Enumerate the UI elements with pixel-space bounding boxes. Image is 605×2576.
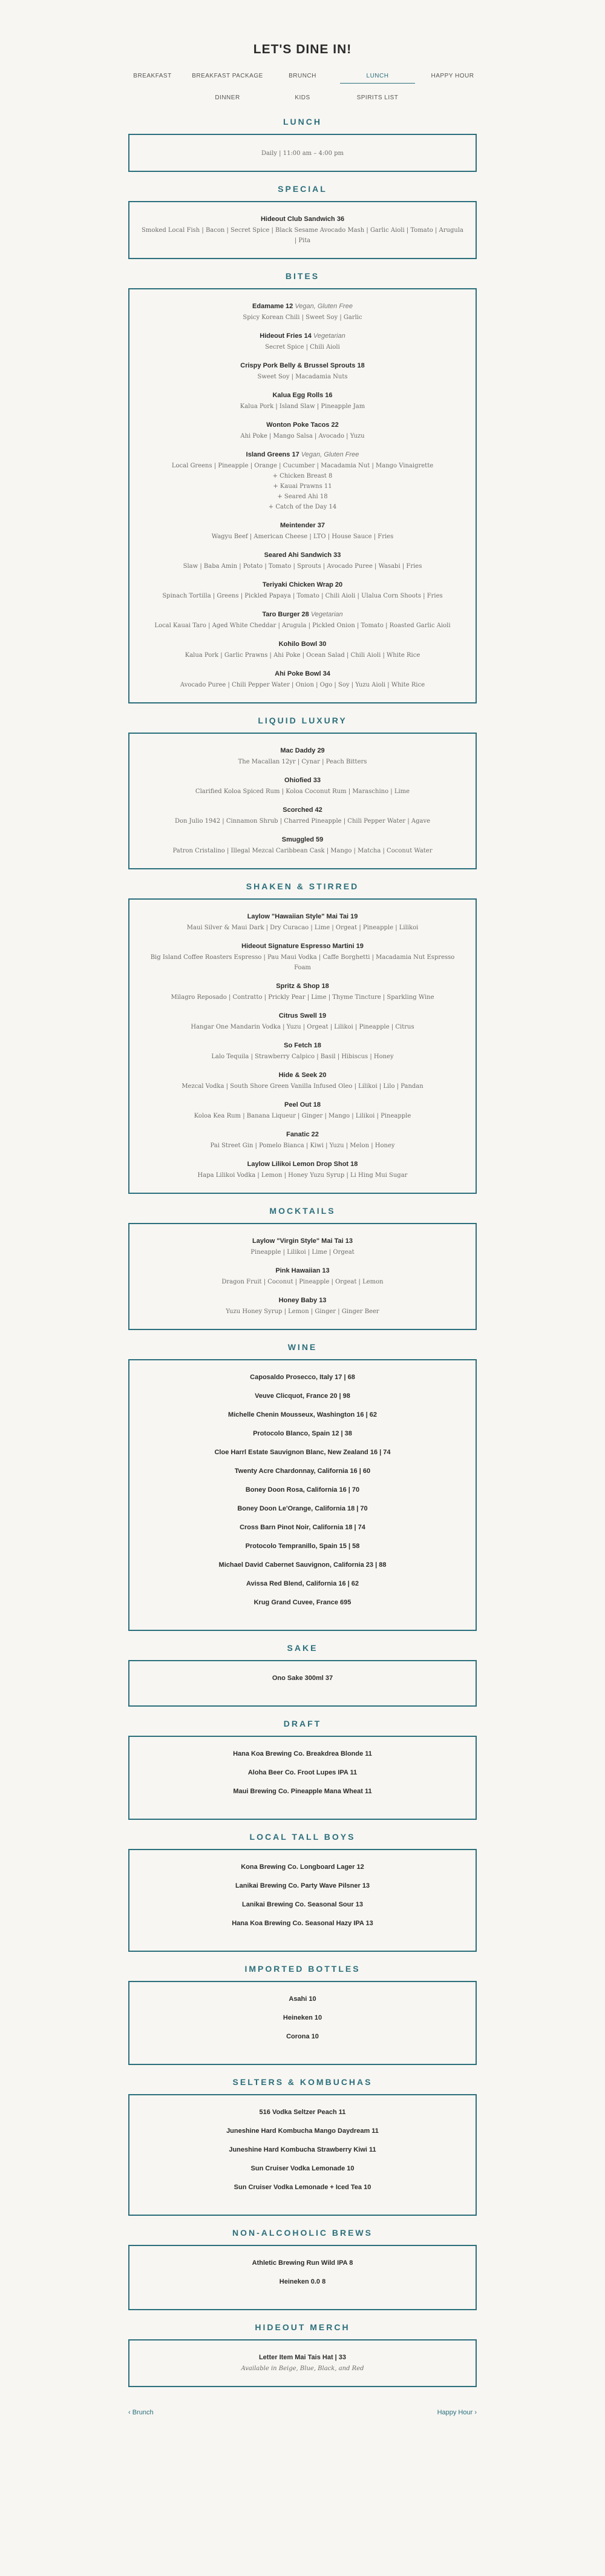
item-title: Island Greens 17	[246, 451, 299, 458]
tall-boy-item: Lanikai Brewing Co. Party Wave Pilsner 13	[235, 1882, 370, 1889]
item-desc: Kalua Pork | Island Slaw | Pineapple Jam	[240, 403, 365, 410]
item-name	[142, 303, 463, 310]
menu-item	[142, 392, 463, 412]
menu-item	[142, 581, 463, 601]
item-name: Laylow "Virgin Style" Mai Tai 13	[252, 1237, 353, 1245]
item-desc: Spicy Korean Chili | Sweet Soy | Garlic	[243, 314, 362, 321]
item-note: Vegetarian	[313, 332, 345, 340]
item-addon: + Catch of the Day 14	[268, 504, 337, 510]
wine-item: Protocolo Tempranillo, Spain 15 | 58	[245, 1543, 360, 1550]
item-desc: Sweet Soy | Macadamia Nuts	[257, 374, 348, 380]
bottle-item: Asahi 10	[289, 1995, 316, 2003]
shaken-stirred-section	[0, 881, 605, 1194]
menu-item	[142, 1012, 463, 1032]
item-desc: Hapa Lilikoi Vodka | Lemon | Honey Yuzu Syrup | Li Hing Mui Sugar	[197, 1172, 408, 1179]
tall-boy-item: Hana Koa Brewing Co. Seasonal Hazy IPA 13	[232, 1920, 373, 1927]
item-desc: Secret Spice | Chili Aioli	[265, 344, 340, 351]
item-name: Peel Out 18	[284, 1101, 321, 1108]
item-name: Hideout Signature Espresso Martini 19	[241, 943, 364, 950]
item-name: Smuggled 59	[281, 836, 324, 843]
item-desc: Lalo Tequila | Strawberry Calpico | Basil | Hibiscus | Honey	[211, 1053, 394, 1060]
wine-item: Avissa Red Blend, California 16 | 62	[246, 1580, 359, 1587]
bottle-item: Corona 10	[286, 2033, 319, 2040]
wine-item: Cross Barn Pinot Noir, California 18 | 74	[240, 1524, 365, 1531]
item-desc: Dragon Fruit | Coconut | Pineapple | Orgeat | Lemon	[221, 1279, 384, 1285]
item-title: Taro Burger 28	[262, 611, 309, 618]
na-brew-item: Athletic Brewing Run Wild IPA 8	[252, 2259, 353, 2267]
menu-item	[142, 1237, 463, 1257]
section-title: LIQUID LUXURY	[258, 716, 347, 725]
draft-item: Maui Brewing Co. Pineapple Mana Wheat 11	[233, 1788, 372, 1795]
item-name: Wonton Poke Tacos 22	[266, 421, 339, 429]
na-brews-section	[0, 2228, 605, 2310]
item-desc: Koloa Kea Rum | Banana Liqueur | Ginger | Mango | Lilikoi | Pineapple	[194, 1113, 411, 1119]
menu-item	[142, 641, 463, 660]
item-desc: Yuzu Honey Syrup | Lemon | Ginger | Ginger Beer	[226, 1308, 379, 1315]
mocktails-box	[128, 1223, 477, 1330]
nav-brunch[interactable]: BRUNCH	[289, 73, 316, 79]
menu-item	[142, 1267, 463, 1287]
wine-item: Boney Doon Le'Orange, California 18 | 70	[237, 1505, 368, 1512]
wine-section	[0, 1342, 605, 1631]
shaken-stirred-box	[128, 898, 477, 1194]
item-desc: Kalua Pork | Garlic Prawns | Ahi Poke | Ocean Salad | Chili Aioli | White Rice	[185, 652, 420, 659]
nav-spirits-list[interactable]: SPIRITS LIST	[356, 94, 399, 101]
item-desc: Local Kauai Taro | Aged White Cheddar | Arugula | Pickled Onion | Tomato | Roasted Garlic Aioli	[154, 622, 451, 629]
section-title: NON-ALCOHOLIC BREWS	[232, 2228, 373, 2238]
item-desc: Don Julio 1942 | Cinnamon Shrub | Charred Pineapple | Chili Pepper Water | Agave	[174, 818, 431, 825]
liquid-luxury-section	[0, 716, 605, 869]
sake-box	[128, 1660, 477, 1707]
tall-boys-box	[128, 1849, 477, 1952]
special-section	[0, 184, 605, 259]
item-name: Citrus Swell 19	[278, 1012, 327, 1020]
nav-dinner[interactable]: DINNER	[215, 94, 240, 101]
next-menu-link[interactable]: Happy Hour ›	[437, 2409, 477, 2416]
seltzers-box	[128, 2094, 477, 2216]
item-name: Scorched 42	[283, 806, 322, 814]
tall-boy-item: Kona Brewing Co. Longboard Lager 12	[241, 1863, 364, 1871]
prev-menu-link[interactable]: ‹ Brunch	[128, 2409, 154, 2416]
item-name: Seared Ahi Sandwich 33	[264, 552, 341, 559]
draft-box	[128, 1736, 477, 1820]
item-name: Hide & Seek 20	[278, 1072, 327, 1079]
item-name: Mac Daddy 29	[280, 747, 325, 754]
menu-item	[142, 303, 463, 323]
item-name	[142, 332, 463, 340]
seltzer-item: 516 Vodka Seltzer Peach 11	[259, 2109, 346, 2116]
item-name: Laylow Lilikoi Lemon Drop Shot 18	[247, 1161, 358, 1168]
item-name: Letter Item Mai Tais Hat | 33	[258, 2354, 347, 2361]
seltzer-item: Sun Cruiser Vodka Lemonade 10	[250, 2165, 355, 2172]
item-name: Spritz & Shop 18	[276, 983, 329, 990]
menu-item	[142, 836, 463, 856]
item-addon: + Kauai Prawns 11	[273, 483, 332, 490]
menu-item	[142, 1072, 463, 1092]
menu-item	[142, 1131, 463, 1151]
item-name: Crispy Pork Belly & Brussel Sprouts 18	[240, 362, 365, 369]
section-title: MOCKTAILS	[269, 1206, 336, 1216]
item-name: Teriyaki Chicken Wrap 20	[262, 581, 343, 588]
item-desc: Milagro Reposado | Contratto | Prickly Pear | Lime | Thyme Tincture | Sparkling Wine	[171, 994, 434, 1001]
item-desc: Clarified Koloa Spiced Rum | Koloa Coconut Rum | Maraschino | Lime	[195, 788, 410, 795]
section-title: WINE	[287, 1342, 318, 1352]
draft-section	[0, 1719, 605, 1820]
wine-item: Boney Doon Rosa, California 16 | 70	[245, 1486, 360, 1494]
menu-item	[142, 1101, 463, 1121]
wine-item: Cloe Harrl Estate Sauvignon Blanc, New Zealand 16 | 74	[214, 1449, 391, 1456]
menu-item	[142, 522, 463, 542]
wine-item: Caposaldo Prosecco, Italy 17 | 68	[250, 1374, 355, 1381]
wine-item: Krug Grand Cuvee, France 695	[253, 1599, 352, 1606]
merch-section	[0, 2322, 605, 2387]
item-name: Ahi Poke Bowl 34	[275, 670, 330, 677]
draft-item: Hana Koa Brewing Co. Breakdrea Blonde 11	[233, 1750, 372, 1757]
item-name: Meintender 37	[280, 522, 325, 529]
wine-item: Twenty Acre Chardonnay, California 16 | 60	[234, 1468, 371, 1475]
sake-section	[0, 1643, 605, 1707]
item-desc: Hangar One Mandarin Vodka | Yuzu | Orgeat | Lilikoi | Pineapple | Citrus	[191, 1024, 414, 1030]
menu-item	[142, 2354, 463, 2374]
wine-box	[128, 1359, 477, 1631]
item-name: So Fetch 18	[284, 1042, 321, 1049]
item-name: Pink Hawaiian 13	[275, 1267, 330, 1274]
sake-item: Ono Sake 300ml 37	[272, 1675, 333, 1682]
section-title: BITES	[285, 271, 320, 281]
item-desc: Maui Silver & Maui Dark | Dry Curacao | Lime | Orgeat | Pineapple | Lilikoi	[186, 924, 419, 931]
item-desc: The Macallan 12yr | Cynar | Peach Bitters	[238, 759, 367, 765]
menu-item	[142, 1297, 463, 1317]
item-name: Laylow "Hawaiian Style" Mai Tai 19	[247, 913, 358, 920]
nav-breakfast[interactable]: BREAKFAST	[133, 73, 172, 79]
item-desc: Ahi Poke | Mango Salsa | Avocado | Yuzu	[240, 433, 365, 440]
item-name	[142, 451, 463, 458]
section-title: LUNCH	[283, 117, 322, 127]
section-title: IMPORTED BOTTLES	[244, 1964, 361, 1974]
seltzer-item: Juneshine Hard Kombucha Mango Daydream 11	[226, 2127, 379, 2135]
menu-item	[142, 216, 463, 246]
na-brews-box	[128, 2245, 477, 2310]
lunch-section	[0, 117, 605, 172]
item-desc: Patron Cristalino | Illegal Mezcal Caribbean Cask | Mango | Matcha | Coconut Water	[172, 848, 433, 854]
bites-section	[0, 271, 605, 703]
item-title: Hideout Fries 14	[260, 332, 312, 340]
nav-breakfast-package[interactable]: BREAKFAST PACKAGE	[192, 73, 263, 79]
item-desc: Local Greens | Pineapple | Orange | Cucumber | Macadamia Nut | Mango Vinaigrette	[171, 463, 434, 469]
item-addon: + Chicken Breast 8	[272, 473, 333, 479]
item-name: Kalua Egg Rolls 16	[272, 392, 333, 399]
item-desc: Pineapple | Lilikoi | Lime | Orgeat	[250, 1249, 355, 1256]
item-title: Edamame 12	[252, 303, 293, 310]
section-title: LOCAL TALL BOYS	[249, 1832, 356, 1842]
menu-item	[142, 983, 463, 1003]
menu-item	[142, 362, 463, 382]
menu-item	[142, 1042, 463, 1062]
mocktails-section	[0, 1206, 605, 1330]
menu-item	[142, 806, 463, 826]
menu-nav	[115, 73, 490, 105]
item-name: Ohiofied 33	[284, 777, 321, 784]
item-desc: Wagyu Beef | American Cheese | LTO | House Sauce | Fries	[211, 533, 394, 540]
nav-kids[interactable]: KIDS	[295, 94, 310, 101]
seltzer-item: Sun Cruiser Vodka Lemonade + Iced Tea 10	[234, 2184, 371, 2191]
na-brew-item: Heineken 0.0 8	[279, 2278, 326, 2285]
item-desc: Available in Beige, Blue, Black, and Red	[241, 2365, 364, 2372]
bottle-item: Heineken 10	[283, 2014, 322, 2021]
section-title: SPECIAL	[278, 184, 327, 194]
item-note: Vegan, Gluten Free	[295, 303, 353, 310]
bottles-section	[0, 1964, 605, 2065]
section-title: SHAKEN & STIRRED	[246, 881, 359, 891]
item-note: Vegan, Gluten Free	[301, 451, 359, 458]
merch-box	[128, 2339, 477, 2387]
menu-item	[142, 611, 463, 631]
bites-box	[128, 288, 477, 703]
item-name: Hideout Club Sandwich 36	[260, 216, 345, 223]
item-desc: Big Island Coffee Roasters Espresso | Pau Maui Vodka | Caffe Borghetti | Macadamia Nut Espresso Foam	[150, 954, 455, 971]
section-title: HIDEOUT MERCH	[255, 2322, 350, 2332]
item-addon: + Seared Ahi 18	[277, 493, 328, 500]
bottles-box	[128, 1981, 477, 2065]
tall-boy-item: Lanikai Brewing Co. Seasonal Sour 13	[242, 1901, 363, 1908]
item-desc: Smoked Local Fish | Bacon | Secret Spice | Black Sesame Avocado Mash | Garlic Aioli | Tomato | Arugula | Pita	[142, 227, 463, 244]
wine-item: Veuve Clicquot, France 20 | 98	[255, 1392, 350, 1400]
menu-item	[142, 1161, 463, 1181]
menu-item	[142, 670, 463, 690]
item-desc: Slaw | Baba Amin | Potato | Tomato | Sprouts | Avocado Puree | Wasabi | Fries	[183, 563, 422, 570]
wine-item: Michelle Chenin Mousseux, Washington 16 | 62	[228, 1411, 377, 1418]
wine-item: Michael David Cabernet Sauvignon, California 23 | 88	[218, 1561, 387, 1569]
item-desc: Pai Street Gin | Pomelo Bianca | Kiwi | Yuzu | Melon | Honey	[210, 1142, 395, 1149]
item-name: Fanatic 22	[286, 1131, 319, 1138]
special-box	[128, 201, 477, 259]
item-name	[142, 611, 463, 618]
item-note: Vegetarian	[310, 611, 343, 618]
menu-item	[142, 552, 463, 572]
liquid-luxury-box	[128, 733, 477, 869]
item-name: Honey Baby 13	[278, 1297, 327, 1304]
wine-item: Protocolo Blanco, Spain 12 | 38	[253, 1430, 352, 1437]
menu-item	[142, 421, 463, 441]
seltzers-section	[0, 2077, 605, 2216]
section-title: SELTERS & KOMBUCHAS	[232, 2077, 373, 2087]
draft-item: Aloha Beer Co. Froot Lupes IPA 11	[247, 1769, 358, 1776]
section-title: SAKE	[287, 1643, 318, 1653]
menu-item	[142, 913, 463, 933]
menu-item	[142, 777, 463, 797]
tall-boys-section	[0, 1832, 605, 1952]
menu-item	[142, 747, 463, 767]
nav-happy-hour[interactable]: HAPPY HOUR	[431, 73, 474, 79]
seltzer-item: Juneshine Hard Kombucha Strawberry Kiwi 11	[229, 2146, 376, 2153]
section-title: DRAFT	[283, 1719, 322, 1728]
item-desc: Spinach Tortilla | Greens | Pickled Papaya | Tomato | Chili Aioli | Ulalua Corn Shoots | Fries	[162, 593, 443, 599]
item-name: Kohilo Bowl 30	[278, 641, 327, 648]
lunch-box	[128, 134, 477, 172]
lunch-hours: Daily | 11:00 am – 4:00 pm	[261, 150, 344, 157]
menu-item	[142, 943, 463, 973]
item-desc: Mezcal Vodka | South Shore Green Vanilla Infused Oleo | Lilikoi | Lilo | Pandan	[182, 1083, 424, 1090]
page-title: LET'S DINE IN!	[253, 42, 352, 56]
pagination	[128, 2409, 477, 2416]
menu-item	[142, 451, 463, 512]
menu-item	[142, 332, 463, 352]
item-desc: Avocado Puree | Chili Pepper Water | Onion | Ogo | Soy | Yuzu Aioli | White Rice	[180, 682, 425, 688]
nav-lunch[interactable]: LUNCH	[340, 73, 415, 84]
